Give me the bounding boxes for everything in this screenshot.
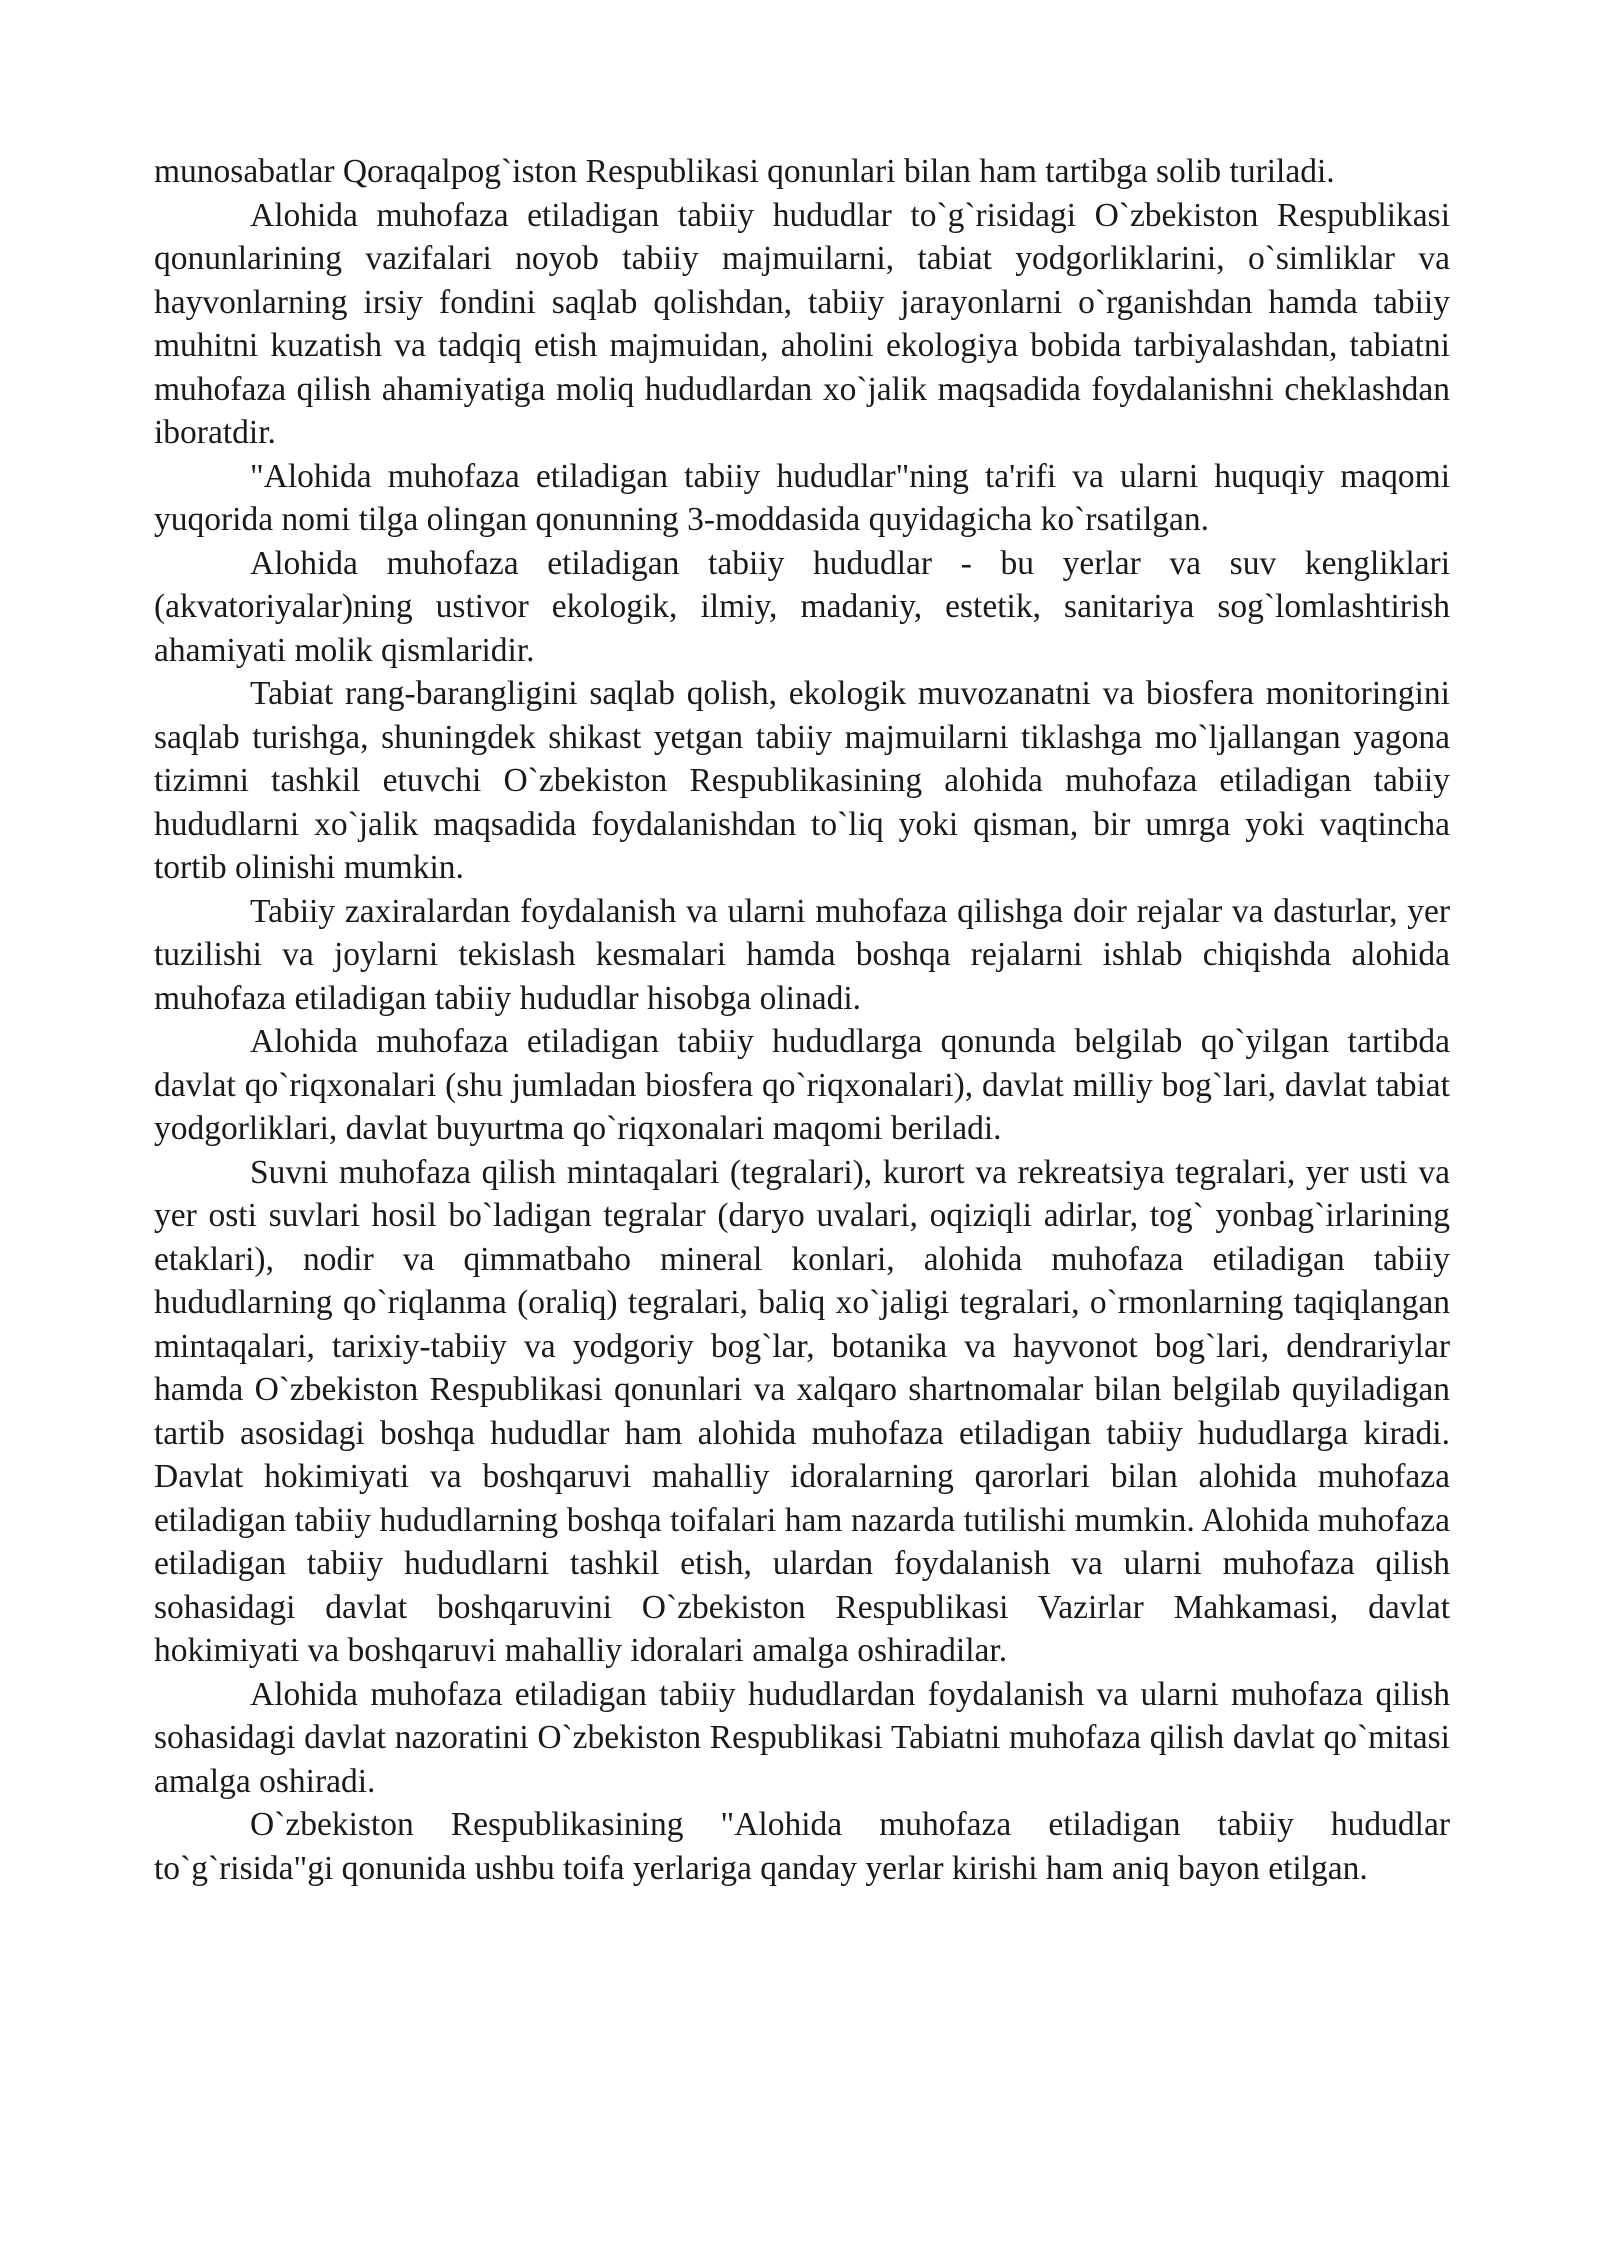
paragraph: Suvni muhofaza qilish mintaqalari (tegralari), kurort va rekreatsiya tegralari, yer usti va yer osti suvlari hosil bo`ladigan tegralar (daryo uvalari, oqiziqli adirlar, tog` yonbag`irlarining etaklari), nodir va qimmatbaho mineral konlari, alohida muhofaza etiladigan tabiiy hududlarning qo`riqlanma (oraliq) tegralari, baliq xo`jaligi tegralari, o`rmonlarning taqiqlangan mintaqalari, tarixiy-tabiiy va yodgoriy bog`lar, botanika va hayvonot bog`lari, dendrariylar hamda O`zbekiston Respublikasi qonunlari va xalqaro shartnomalar bilan belgilab quyiladigan tartib asosidagi boshqa hududlar ham alohida muhofaza etiladigan tabiiy hududlarga kiradi. Davlat hokimiyati va boshqaruvi mahalliy idoralarning qarorlari bilan alohida muhofaza etiladigan tabiiy hududlarning boshqa toifalari ham nazarda tutilishi mumkin. Alohida muhofaza etiladigan tabiiy hududlarni tashkil etish, ulardan foydalanish va ularni muhofaza qilish sohasidagi davlat boshqaruvini O`zbekiston Respublikasi Vazirlar Mahkamasi, davlat hokimiyati va boshqaruvi mahalliy idoralari amalga oshiradilar. [154,1153,1450,1669]
paragraph: Alohida muhofaza etiladigan tabiiy hududlar to`g`risidagi O`zbekiston Respublikasi qonunlarining vazifalari noyob tabiiy majmuilarni, tabiat yodgorliklarini, o`simliklar va hayvonlarning irsiy fondini saqlab qolishdan, tabiiy jarayonlarni o`rganishdan hamda tabiiy muhitni kuzatish va tadqiq etish majmuidan, aholini ekologiya bobida tarbiyalashdan, tabiatni muhofaza qilish ahamiyatiga moliq hududlardan xo`jalik maqsadida foydalanishni cheklashdan iboratdir. [154,196,1450,451]
paragraph: Tabiiy zaxiralardan foydalanish va ularni muhofaza qilishga doir rejalar va dasturlar, yer tuzilishi va joylarni tekislash kesmalari hamda boshqa rejalarni ishlab chiqishda alohida muhofaza etiladigan tabiiy hududlar hisobga olinadi. [154,892,1450,1017]
paragraph-continuation: munosabatlar Qoraqalpog`iston Respublikasi qonunlari bilan ham tartibga solib turiladi. [154,153,1335,190]
paragraph: Alohida muhofaza etiladigan tabiiy hududlardan foydalanish va ularni muhofaza qilish sohasidagi davlat nazoratini O`zbekiston Respublikasi Tabiatni muhofaza qilish davlat qo`mitasi amalga oshiradi. [154,1675,1450,1800]
paragraph: "Alohida muhofaza etiladigan tabiiy hududlar"ning ta'rifi va ularni huquqiy maqomi yuqorida nomi tilga olingan qonunning 3-moddasida quyidagicha ko`rsatilgan. [154,457,1450,538]
document-body [154,150,1450,1890]
paragraph: O`zbekiston Respublikasining "Alohida muhofaza etiladigan tabiiy hududlar to`g`risida"gi qonunida ushbu toifa yerlariga qanday yerlar kirishi ham aniq bayon etilgan. [154,1806,1450,1887]
paragraph: Alohida muhofaza etiladigan tabiiy hududlar - bu yerlar va suv kengliklari (akvatoriyalar)ning ustivor ekologik, ilmiy, madaniy, estetik, sanitariya sog`lomlashtirish ahamiyati molik qismlaridir. [154,544,1450,669]
paragraph: Tabiat rang-barangligini saqlab qolish, ekologik muvozanatni va biosfera monitoringini saqlab turishga, shuningdek shikast yetgan tabiiy majmuilarni tiklashga mo`ljallangan yagona tizimni tashkil etuvchi O`zbekiston Respublikasining alohida muhofaza etiladigan tabiiy hududlarni xo`jalik maqsadida foydalanishdan to`liq yoki qisman, bir umrga yoki vaqtincha tortib olinishi mumkin. [154,675,1450,886]
paragraph: Alohida muhofaza etiladigan tabiiy hududlarga qonunda belgilab qo`yilgan tartibda davlat qo`riqxonalari (shu jumladan biosfera qo`riqxonalari), davlat milliy bog`lari, davlat tabiat yodgorliklari, davlat buyurtma qo`riqxonalari maqomi beriladi. [154,1023,1450,1147]
